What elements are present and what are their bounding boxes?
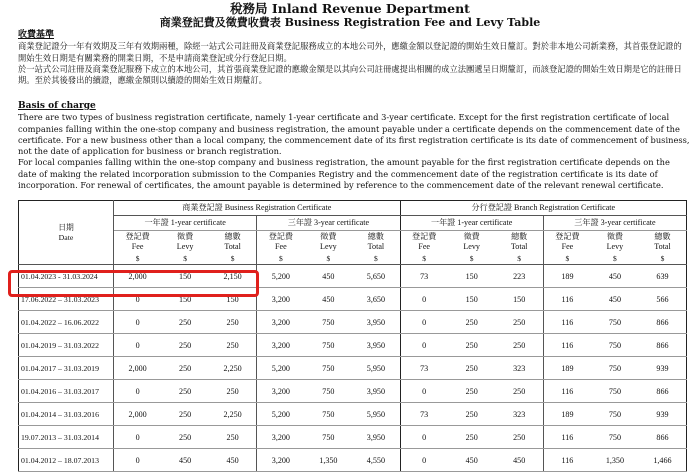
currency-label: $	[543, 253, 591, 265]
amount-cell: 5,950	[352, 403, 400, 426]
currency-label: $	[209, 253, 257, 265]
amount-cell: 189	[543, 403, 591, 426]
column-header-zh: 登記費	[268, 232, 294, 241]
column-header-zh: 登記費	[412, 232, 437, 241]
amount-cell: 189	[543, 265, 591, 288]
amount-cell: 5,200	[257, 265, 305, 288]
column-header-total	[639, 231, 687, 254]
fee-levy-table	[18, 200, 687, 472]
amount-cell: 250	[161, 357, 209, 380]
column-header-zh: 總數	[224, 232, 241, 241]
currency-label: $	[352, 253, 400, 265]
amount-cell: 2,000	[114, 265, 162, 288]
amount-cell: 750	[305, 426, 353, 449]
branch-1yr-header: 一年證 1-year certificate	[400, 216, 543, 231]
amount-cell: 1,350	[591, 449, 639, 472]
column-header-zh: 徵費	[606, 232, 624, 241]
amount-cell: 450	[305, 288, 353, 311]
amount-cell: 3,200	[257, 311, 305, 334]
amount-cell: 0	[400, 334, 448, 357]
currency-label: $	[639, 253, 687, 265]
amount-cell: 750	[591, 311, 639, 334]
chinese-basis-section	[18, 30, 690, 86]
table-row	[19, 357, 687, 380]
column-header-levy	[305, 231, 353, 254]
table-title: 商業登記費及徵費收費表 Business Registration Fee and Levy Table	[159, 16, 541, 29]
table-row	[19, 380, 687, 403]
amount-cell: 0	[114, 380, 162, 403]
date-cell: 01.04.2019 – 31.03.2022	[19, 334, 114, 357]
amount-cell: 250	[161, 311, 209, 334]
english-basis-para1: There are two types of business registration certificate, namely 1-year certificate and 3-year certificate. Except for the first registration certificate of local companies falling within the one-stop company and business registration, the amount payable under a certificate depends on the commencement date of the certificate. For a new business other than a local company, the commencement date of its first registration certificate is its date of commencement of business, not the date of application for business or branch registration.	[18, 112, 690, 157]
amount-cell: 250	[209, 426, 257, 449]
amount-cell: 3,950	[352, 334, 400, 357]
amount-cell: 189	[543, 357, 591, 380]
amount-cell: 750	[305, 357, 353, 380]
amount-cell: 150	[496, 288, 544, 311]
amount-cell: 0	[400, 426, 448, 449]
english-basis-para2: For local companies falling within the one-stop company and business registration, the amount payable for the first registration certificate depends on the date of making the related incorporation submission to the Companies Registry and the commencement date of the registration certificate is its date of incorporation. For renewal of certificates, the amount payable is determined by reference to the commencement date of the relevant renewal certificate.	[18, 157, 670, 191]
table-row	[19, 311, 687, 334]
amount-cell: 450	[496, 449, 544, 472]
amount-cell: 116	[543, 380, 591, 403]
amount-cell: 250	[161, 334, 209, 357]
date-cell: 19.07.2013 – 31.03.2014	[19, 426, 114, 449]
column-header-fee	[257, 231, 305, 254]
amount-cell: 5,650	[352, 265, 400, 288]
amount-cell: 750	[305, 403, 353, 426]
amount-cell: 250	[209, 311, 257, 334]
date-cell: 01.04.2012 – 18.07.2013	[19, 449, 114, 472]
amount-cell: 450	[591, 288, 639, 311]
amount-cell: 73	[400, 403, 448, 426]
column-header-total	[209, 231, 257, 254]
column-header-total	[352, 231, 400, 254]
amount-cell: 3,200	[257, 426, 305, 449]
amount-cell: 5,950	[352, 357, 400, 380]
column-header-en: Total	[510, 242, 528, 251]
amount-cell: 939	[639, 403, 687, 426]
column-header-zh: 總數	[654, 232, 671, 241]
amount-cell: 450	[448, 449, 496, 472]
amount-cell: 450	[161, 449, 209, 472]
amount-cell: 0	[400, 380, 448, 403]
branch-registration-header: 分行登記證 Branch Registration Certificate	[400, 201, 687, 216]
amount-cell: 323	[496, 403, 544, 426]
date-cell: 01.04.2017 – 31.03.2019	[19, 357, 114, 380]
column-header-en: Levy	[320, 242, 337, 251]
column-header-levy	[161, 231, 209, 254]
column-header-en: Levy	[606, 242, 624, 251]
amount-cell: 3,950	[352, 311, 400, 334]
amount-cell: 250	[448, 357, 496, 380]
amount-cell: 866	[639, 311, 687, 334]
highlight-box	[8, 270, 259, 297]
column-header-zh: 登記費	[555, 232, 580, 241]
column-header-zh: 總數	[511, 232, 528, 241]
amount-cell: 3,200	[257, 334, 305, 357]
column-header-zh: 徵費	[177, 232, 194, 241]
amount-cell: 150	[161, 288, 209, 311]
date-header	[19, 201, 114, 265]
amount-cell: 450	[209, 449, 257, 472]
amount-cell: 750	[591, 380, 639, 403]
date-header-zh: 日期	[58, 222, 74, 232]
column-header-en: Total	[367, 242, 385, 251]
amount-cell: 3,200	[257, 288, 305, 311]
amount-cell: 450	[591, 265, 639, 288]
amount-cell: 750	[591, 357, 639, 380]
amount-cell: 250	[209, 380, 257, 403]
amount-cell: 2,250	[209, 403, 257, 426]
amount-cell: 116	[543, 288, 591, 311]
amount-cell: 250	[209, 334, 257, 357]
chinese-basis-para1: 商業登記證分一年有效期及三年有效期兩種，除經一站式公司註冊及商業登記服務成立的本地公司外，應繳金額以登記證的開始生效日釐訂。對於非本地公司新業務，其首張登記證的開始生效日期是有關業務的開業日期，不是申請商業登記或分行登記日期。	[18, 41, 682, 63]
br-1yr-header: 一年證 1-year certificate	[114, 216, 257, 231]
amount-cell: 750	[305, 334, 353, 357]
department-title: 稅務局 Inland Revenue Department	[230, 1, 470, 16]
date-cell: 01.04.2022 – 16.06.2022	[19, 311, 114, 334]
amount-cell: 750	[591, 334, 639, 357]
amount-cell: 939	[639, 357, 687, 380]
amount-cell: 250	[448, 380, 496, 403]
amount-cell: 116	[543, 449, 591, 472]
date-cell: 01.04.2016 – 31.03.2017	[19, 380, 114, 403]
amount-cell: 3,950	[352, 426, 400, 449]
amount-cell: 750	[591, 403, 639, 426]
amount-cell: 3,950	[352, 380, 400, 403]
amount-cell: 5,200	[257, 403, 305, 426]
amount-cell: 1,350	[305, 449, 353, 472]
amount-cell: 5,200	[257, 357, 305, 380]
currency-label: $	[257, 253, 305, 265]
table-row	[19, 449, 687, 472]
amount-cell: 250	[496, 426, 544, 449]
amount-cell: 250	[161, 403, 209, 426]
amount-cell: 2,000	[114, 403, 162, 426]
column-header-fee	[543, 231, 591, 254]
column-header-en: Levy	[463, 242, 480, 251]
amount-cell: 750	[305, 311, 353, 334]
currency-label: $	[400, 253, 448, 265]
br-3yr-header: 三年證 3-year certificate	[257, 216, 400, 231]
amount-cell: 250	[161, 380, 209, 403]
fee-table-wrapper	[18, 200, 686, 472]
amount-cell: 3,650	[352, 288, 400, 311]
amount-cell: 250	[161, 426, 209, 449]
column-header-fee	[114, 231, 162, 254]
table-row	[19, 426, 687, 449]
amount-cell: 73	[400, 357, 448, 380]
amount-cell: 3,200	[257, 380, 305, 403]
date-cell: 17.06.2022 – 31.03.2023	[19, 288, 114, 311]
amount-cell: 0	[114, 426, 162, 449]
date-cell: 01.04.2014 – 31.03.2016	[19, 403, 114, 426]
amount-cell: 2,000	[114, 357, 162, 380]
amount-cell: 2,250	[209, 357, 257, 380]
amount-cell: 0	[114, 449, 162, 472]
chinese-basis-para2: 於一站式公司註冊及商業登記服務下成立的本地公司，其首張商業登記證的應繳金額是以其向公司註冊處提出相關的成立法團遞呈日期釐訂，而該登記證的開始生效日期是它的註冊日期。至於其後發出的續證，應繳金額則以續證的開始生效日期釐訂。	[18, 63, 682, 86]
english-basis-section	[18, 101, 690, 191]
amount-cell: 0	[400, 449, 448, 472]
amount-cell: 0	[114, 334, 162, 357]
amount-cell: 566	[639, 288, 687, 311]
column-header-total	[496, 231, 544, 254]
column-header-en: Fee	[561, 242, 574, 251]
amount-cell: 0	[114, 311, 162, 334]
amount-cell: 0	[400, 311, 448, 334]
column-header-en: Levy	[176, 242, 194, 251]
amount-cell: 250	[448, 426, 496, 449]
amount-cell: 323	[496, 357, 544, 380]
amount-cell: 250	[496, 380, 544, 403]
amount-cell: 250	[448, 334, 496, 357]
amount-cell: 150	[448, 265, 496, 288]
column-header-zh: 徵費	[463, 232, 480, 241]
amount-cell: 450	[305, 265, 353, 288]
column-header-levy	[591, 231, 639, 254]
amount-cell: 150	[209, 288, 257, 311]
table-row	[19, 403, 687, 426]
amount-cell: 2,150	[209, 265, 257, 288]
amount-cell: 223	[496, 265, 544, 288]
currency-label: $	[114, 253, 162, 265]
amount-cell: 73	[400, 265, 448, 288]
amount-cell: 0	[114, 288, 162, 311]
amount-cell: 750	[591, 426, 639, 449]
table-row	[19, 334, 687, 357]
amount-cell: 750	[305, 380, 353, 403]
english-basis-title: Basis of charge	[18, 101, 96, 111]
currency-label: $	[161, 253, 209, 265]
currency-label: $	[496, 253, 544, 265]
amount-cell: 639	[639, 265, 687, 288]
date-header-en: Date	[58, 232, 74, 242]
amount-cell: 250	[448, 403, 496, 426]
currency-label: $	[448, 253, 496, 265]
amount-cell: 150	[448, 288, 496, 311]
column-header-zh: 徵費	[320, 232, 337, 241]
chinese-basis-title: 收費基準	[18, 30, 55, 40]
currency-label: $	[305, 253, 353, 265]
date-cell: 01.04.2023 - 31.03.2024	[19, 265, 114, 288]
business-registration-header: 商業登記證 Business Registration Certificate	[114, 201, 401, 216]
amount-cell: 0	[400, 288, 448, 311]
amount-cell: 4,550	[352, 449, 400, 472]
amount-cell: 3,200	[257, 449, 305, 472]
column-header-en: Fee	[418, 242, 431, 251]
branch-3yr-header: 三年證 3-year certificate	[543, 216, 686, 231]
amount-cell: 250	[448, 311, 496, 334]
amount-cell: 116	[543, 311, 591, 334]
amount-cell: 866	[639, 334, 687, 357]
amount-cell: 116	[543, 334, 591, 357]
amount-cell: 250	[496, 311, 544, 334]
column-header-en: Total	[654, 242, 671, 251]
amount-cell: 250	[496, 334, 544, 357]
amount-cell: 1,466	[639, 449, 687, 472]
amount-cell: 150	[161, 265, 209, 288]
column-header-en: Total	[224, 242, 241, 251]
amount-cell: 866	[639, 380, 687, 403]
column-header-fee	[400, 231, 448, 254]
amount-cell: 866	[639, 426, 687, 449]
column-header-levy	[448, 231, 496, 254]
column-header-en: Fee	[275, 242, 287, 251]
column-header-en: Fee	[131, 242, 144, 251]
column-header-zh: 總數	[367, 232, 384, 241]
column-header-zh: 登記費	[125, 232, 150, 241]
amount-cell: 116	[543, 426, 591, 449]
currency-label: $	[591, 253, 639, 265]
